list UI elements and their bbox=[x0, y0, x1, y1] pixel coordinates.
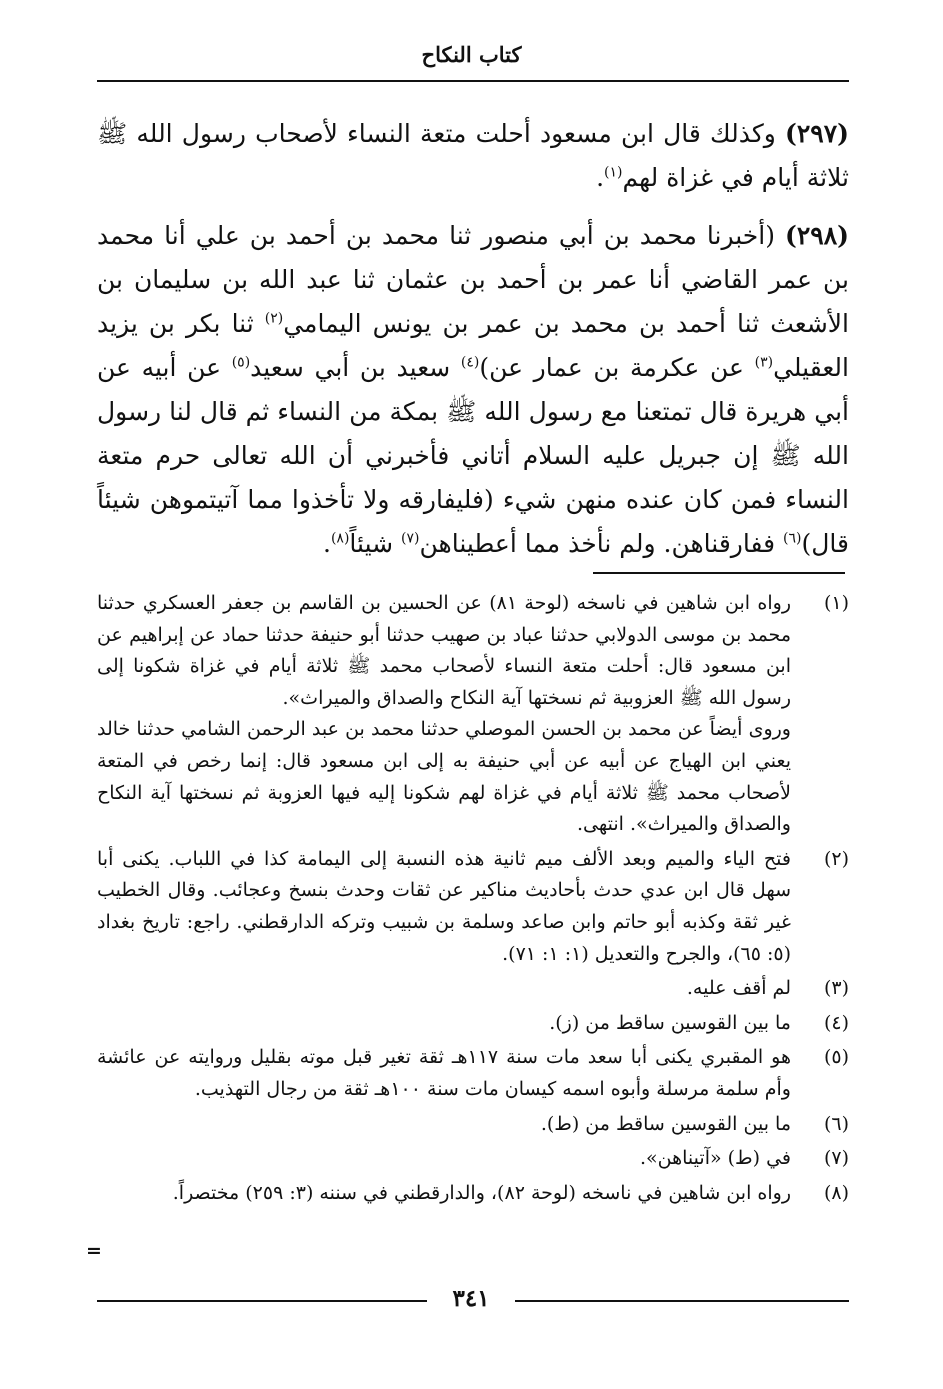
continuation-mark: = bbox=[86, 1240, 102, 1262]
footnote-label: (٥) bbox=[823, 1046, 849, 1069]
footnote-ref: (٦) bbox=[783, 530, 802, 547]
footnote-body bbox=[97, 1178, 791, 1210]
running-header-title: كتاب النكاح bbox=[421, 42, 522, 67]
footnote-text: فتح الياء والميم وبعد الألف ميم ثانية هذه النسبة إلى اليمامة كذا في اللباب. يكنى أبا سهل قال ابن عدي حدث بأحاديث مناكير عن ثقات وحدث بنسخ وعجائب. وقال الخطيب غير ثقة وكذبه أبو حاتم وابن صاعد وسلمة بن شبيب وتركه الدارقطني. راجع: تاريخ بغداد (٥: ٦٥)، والجرح والتعديل (١: ١: ٧١). bbox=[97, 847, 791, 965]
footnote-text: ما بين القوسين ساقط من (ط). bbox=[540, 1112, 791, 1135]
footnote-body bbox=[97, 1143, 791, 1175]
footnote-body bbox=[97, 588, 791, 841]
footnotes bbox=[97, 588, 849, 1212]
hadith-text: عن عكرمة بن عمار عن) bbox=[479, 353, 744, 382]
footnote-ref: (٥) bbox=[231, 354, 251, 371]
paragraph-298 bbox=[97, 214, 849, 566]
hadith-text: (أخبرنا محمد بن أبي منصور ثنا محمد بن أحمد بن علي أنا محمد بن عمر القاضي أنا عمر بن أحمد بن عثمان ثنا عبد الله بن سليمان بن الأشعث ثنا أحمد بن محمد بن عمر بن يونس اليمامي bbox=[97, 221, 849, 338]
hadith-text: وكذلك قال ابن مسعود أحلت متعة النساء لأصحاب رسول الله ﷺ ثلاثة أيام في غزاة لهم bbox=[97, 119, 849, 192]
footnote-ref: (٣) bbox=[754, 354, 774, 371]
footnote-body bbox=[97, 1042, 791, 1105]
footnote-4 bbox=[97, 1008, 849, 1040]
footnote-3 bbox=[97, 973, 849, 1005]
paragraph-297 bbox=[97, 112, 849, 200]
footnote-2 bbox=[97, 844, 849, 970]
footnote-text: هو المقبري يكنى أبا سعد مات سنة ١١٧هـ ثقة تغير قبل موته بقليل وروايته عن عائشة وأم سلمة مرسلة وأبوه اسمه كيسان مات سنة ١٠٠هـ ثقة من رجال التهذيب. bbox=[97, 1046, 791, 1100]
footnote-ref: (٤) bbox=[460, 354, 480, 371]
footnote-label: (٧) bbox=[823, 1147, 849, 1170]
footnote-text: وروى أيضاً عن محمد بن الحسن الموصلي حدثنا محمد بن عبد الرحمن الشامي حدثنا خالد يعني ابن الهياج عن أبيه عن أبي حنيفة به إلى ابن مسعود قال: إنما رخص في المتعة لأصحاب محمد ﷺ ثلاثة أيام في غزاة لهم شكونا إليه فيها العزوبة ثم نسختها آية النكاح والصداق والميراث». انتهى. bbox=[97, 718, 791, 836]
footnote-label: (٢) bbox=[823, 847, 849, 870]
hadith-number: (٢٩٧) bbox=[785, 119, 849, 148]
page-number: ٣٤١ bbox=[452, 1285, 490, 1312]
footnote-6 bbox=[97, 1109, 849, 1141]
footnote-label: (٦) bbox=[823, 1112, 849, 1135]
sentence-end: . bbox=[596, 163, 605, 192]
footer-rule-left bbox=[97, 1300, 427, 1302]
main-text bbox=[97, 112, 849, 580]
footnote-body bbox=[97, 844, 791, 970]
hadith-text: شيئاً bbox=[349, 529, 394, 558]
footnote-7 bbox=[97, 1143, 849, 1175]
footnote-label: (٣) bbox=[823, 977, 849, 1000]
hadith-text: ثنا بكر بن يزيد العقيلي bbox=[97, 309, 849, 382]
footnote-text: رواه ابن شاهين في ناسخه (لوحة ٨١) عن الحسين بن القاسم بن جعفر العسكري حدثنا محمد بن موسى الدولابي حدثنا عباد بن صهيب حدثنا أبو حنيفة حدثنا حماد عن إبراهيم عن ابن مسعود قال: أحلت متعة النساء لأصحاب محمد ﷺ ثلاثة أيام في غزاة شكونا إلى رسول الله ﷺ العزوبية ثم نسختها آية النكاح والصداق والميراث». bbox=[97, 592, 791, 709]
footer-rule-right bbox=[515, 1300, 849, 1302]
footnote-ref: (٨) bbox=[330, 530, 350, 547]
footnote-text: لم أقف عليه. bbox=[686, 977, 791, 1000]
hadith-number: (٢٩٨) bbox=[785, 221, 849, 250]
footnote-ref: (٧) bbox=[401, 530, 420, 547]
hadith-text: سعيد بن أبي سعيد bbox=[250, 353, 451, 382]
footnote-ref: (١) bbox=[604, 164, 623, 181]
footnote-text: ما بين القوسين ساقط من (ز). bbox=[549, 1011, 791, 1034]
footnote-label: (٤) bbox=[823, 1011, 849, 1034]
footnote-label: (١) bbox=[823, 592, 849, 614]
footnote-label: (٨) bbox=[823, 1181, 849, 1204]
header-rule bbox=[97, 80, 849, 82]
footnote-text: رواه ابن شاهين في ناسخه (لوحة ٨٢)، والدارقطني في سننه (٣: ٢٥٩) مختصراً. bbox=[172, 1181, 791, 1204]
footnote-1 bbox=[97, 588, 849, 841]
footnote-body bbox=[97, 1008, 791, 1040]
hadith-text: ففارقناهن. ولم نأخذ مما أعطيناهن bbox=[419, 529, 776, 558]
footnote-8 bbox=[97, 1178, 849, 1210]
footnote-body bbox=[97, 1109, 791, 1141]
footnote-5 bbox=[97, 1042, 849, 1105]
footnote-separator bbox=[593, 572, 845, 574]
footnote-body bbox=[97, 973, 791, 1005]
footnote-text: في (ط) «آتيناهن». bbox=[640, 1147, 791, 1170]
footnote-ref: (٢) bbox=[264, 310, 284, 327]
sentence-end: . bbox=[322, 529, 331, 558]
hadith-text: عن أبيه عن أبي هريرة قال تمتعنا مع رسول الله ﷺ بمكة من النساء ثم قال لنا رسول الله ﷺ إن جبريل عليه السلام أتاني فأخبرني أن الله تعالى حرم متعة النساء فمن كان عنده منهن شيء (فليفارقه ولا تأخذوا مما آتيتموهن شيئاً قال) bbox=[97, 353, 849, 558]
